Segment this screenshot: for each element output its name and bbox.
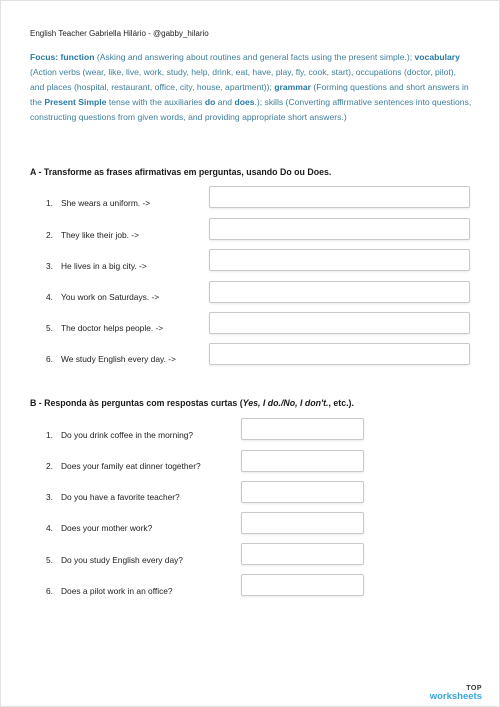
answer-field-a-3[interactable] bbox=[209, 249, 470, 271]
answer-field-b-2[interactable] bbox=[241, 450, 364, 472]
question-b-6 bbox=[46, 586, 173, 596]
question-a-1 bbox=[46, 198, 150, 208]
question-text: Do you study English every day? bbox=[61, 555, 183, 565]
question-text: Does your family eat dinner together? bbox=[61, 461, 201, 471]
question-text: You work on Saturdays. -> bbox=[61, 292, 160, 302]
question-a-5 bbox=[46, 323, 163, 333]
question-number: 6. bbox=[46, 354, 53, 364]
grammar-does: does bbox=[234, 97, 255, 107]
answer-field-a-5[interactable] bbox=[209, 312, 470, 334]
section-b-title-a: B - Responda às perguntas com respostas curtas ( bbox=[30, 398, 243, 408]
section-b-title-b: , etc.). bbox=[328, 398, 354, 408]
question-number: 2. bbox=[46, 461, 53, 471]
grammar-emph: Present Simple bbox=[44, 97, 107, 107]
grammar-text-b: tense with the auxiliaries bbox=[106, 97, 205, 107]
logo-bottom: worksheets bbox=[429, 691, 482, 702]
answer-field-b-6[interactable] bbox=[241, 574, 364, 596]
answer-field-a-4[interactable] bbox=[209, 281, 470, 303]
question-text: She wears a uniform. -> bbox=[61, 198, 151, 208]
question-number: 1. bbox=[46, 430, 53, 440]
question-text: The doctor helps people. -> bbox=[61, 323, 164, 333]
vocabulary-label: vocabulary bbox=[414, 52, 460, 62]
focus-description bbox=[30, 50, 472, 125]
focus-text: (Asking and answering about routines and general facts using the present simple.); bbox=[94, 52, 415, 62]
skills-text: .); skills (Converting affirmative sentences into questions, constructing questions from given words, and providing appropriate short answers.) bbox=[30, 97, 472, 122]
question-number: 3. bbox=[46, 261, 53, 271]
question-text: Does your mother work? bbox=[61, 523, 153, 533]
answer-field-b-3[interactable] bbox=[241, 481, 364, 503]
grammar-text-a: (Forming questions and short answers in the bbox=[30, 82, 469, 107]
question-b-1 bbox=[46, 430, 193, 440]
question-number: 1. bbox=[46, 198, 53, 208]
question-text: Do you have a favorite teacher? bbox=[61, 492, 180, 502]
focus-label: Focus: function bbox=[30, 52, 95, 62]
question-number: 5. bbox=[46, 555, 53, 565]
answer-field-b-5[interactable] bbox=[241, 543, 364, 565]
answer-field-a-6[interactable] bbox=[209, 343, 470, 365]
question-a-4 bbox=[46, 292, 159, 302]
question-number: 3. bbox=[46, 492, 53, 502]
author-header: English Teacher Gabriella Hilário - @gabby_hilario bbox=[30, 29, 209, 38]
answer-field-a-2[interactable] bbox=[209, 218, 470, 240]
question-text: We study English every day. -> bbox=[61, 354, 176, 364]
question-b-2 bbox=[46, 461, 201, 471]
question-b-4 bbox=[46, 523, 152, 533]
grammar-and: and bbox=[215, 97, 235, 107]
question-a-3 bbox=[46, 261, 147, 271]
question-text: Does a pilot work in an office? bbox=[61, 586, 173, 596]
question-a-2 bbox=[46, 230, 139, 240]
question-number: 2. bbox=[46, 230, 53, 240]
vocabulary-text: (Action verbs (wear, like, live, work, study, help, drink, eat, have, play, fly, cook, start), occupations (doctor, pilot), and places (hospital, restaurant, office, city, house, apartment)); bbox=[30, 67, 457, 92]
question-number: 4. bbox=[46, 523, 53, 533]
question-number: 6. bbox=[46, 586, 53, 596]
question-b-5 bbox=[46, 555, 183, 565]
question-a-6 bbox=[46, 354, 176, 364]
section-a-title: A - Transforme as frases afirmativas em perguntas, usando Do ou Does. bbox=[30, 167, 332, 177]
question-number: 4. bbox=[46, 292, 53, 302]
answer-field-b-4[interactable] bbox=[241, 512, 364, 534]
question-number: 5. bbox=[46, 323, 53, 333]
section-b-title bbox=[30, 398, 354, 408]
question-b-3 bbox=[46, 492, 180, 502]
section-b-title-emph: Yes, I do./No, I don't. bbox=[242, 398, 329, 408]
answer-field-a-1[interactable] bbox=[209, 186, 470, 208]
question-text: Do you drink coffee in the morning? bbox=[61, 430, 194, 440]
grammar-label: grammar bbox=[274, 82, 312, 92]
topworksheets-logo bbox=[430, 685, 482, 701]
logo-top: TOP bbox=[466, 685, 482, 692]
question-text: They like their job. -> bbox=[61, 230, 139, 240]
grammar-do: do bbox=[204, 97, 216, 107]
answer-field-b-1[interactable] bbox=[241, 418, 364, 440]
question-text: He lives in a big city. -> bbox=[61, 261, 147, 271]
